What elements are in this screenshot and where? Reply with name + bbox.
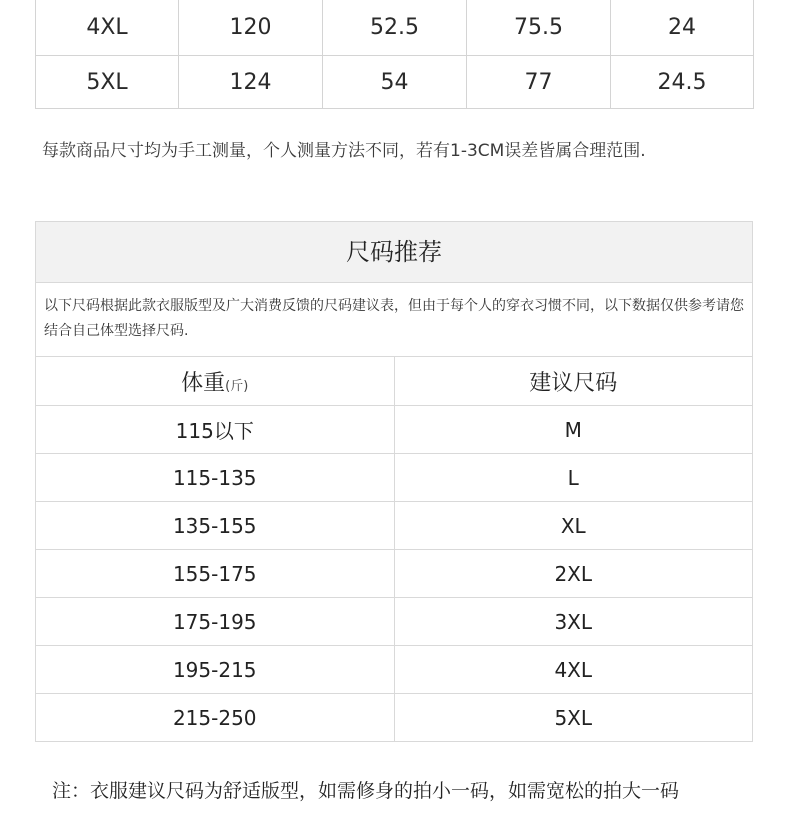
table-header-row [36, 357, 752, 406]
weight-cell: 115以下 [36, 406, 394, 454]
measure-cell: 24.5 [611, 56, 754, 109]
weight-cell: 215-250 [36, 694, 394, 742]
table-row [36, 598, 752, 646]
measure-cell: 52.5 [323, 0, 467, 56]
weight-cell: 115-135 [36, 454, 394, 502]
measure-cell: 54 [323, 56, 467, 109]
size-cell: M [394, 406, 752, 454]
size-cell: 5XL [394, 694, 752, 742]
weight-column-header [36, 357, 394, 406]
size-recommendation-section [35, 221, 753, 742]
table-row [36, 0, 754, 56]
table-row [36, 694, 752, 742]
size-cell: 3XL [394, 598, 752, 646]
weight-cell: 195-215 [36, 646, 394, 694]
weight-header-label: 体重 [181, 370, 226, 396]
measure-cell: 75.5 [467, 0, 611, 56]
measure-cell: 124 [179, 56, 323, 109]
section-title: 尺码推荐 [36, 222, 752, 283]
size-cell: 4XL [394, 646, 752, 694]
size-chart-table [35, 0, 754, 109]
weight-cell: 155-175 [36, 550, 394, 598]
table-row [36, 454, 752, 502]
size-cell: L [394, 454, 752, 502]
section-description: 以下尺码根据此款衣服版型及广大消费反馈的尺码建议表，但由于每个人的穿衣习惯不同，以下数据仅供参考请您结合自己体型选择尺码. [36, 283, 752, 357]
weight-cell: 135-155 [36, 502, 394, 550]
measure-cell: 24 [611, 0, 754, 56]
weight-cell: 175-195 [36, 598, 394, 646]
table-row [36, 550, 752, 598]
measurement-note: 每款商品尺寸均为手工测量，个人测量方法不同，若有1-3CM误差皆属合理范围. [42, 141, 646, 161]
measure-cell: 77 [467, 56, 611, 109]
recommendation-table [36, 357, 752, 741]
table-row [36, 646, 752, 694]
size-cell: 4XL [36, 0, 179, 56]
measure-cell: 120 [179, 0, 323, 56]
table-row [36, 502, 752, 550]
size-cell: 5XL [36, 56, 179, 109]
sizing-advice-note: 注：衣服建议尺码为舒适版型，如需修身的拍小一码，如需宽松的拍大一码 [52, 780, 680, 802]
table-row [36, 406, 752, 454]
size-cell: XL [394, 502, 752, 550]
size-cell: 2XL [394, 550, 752, 598]
size-column-header: 建议尺码 [529, 370, 618, 396]
table-row [36, 56, 754, 109]
weight-unit-label: (斤) [225, 378, 249, 394]
